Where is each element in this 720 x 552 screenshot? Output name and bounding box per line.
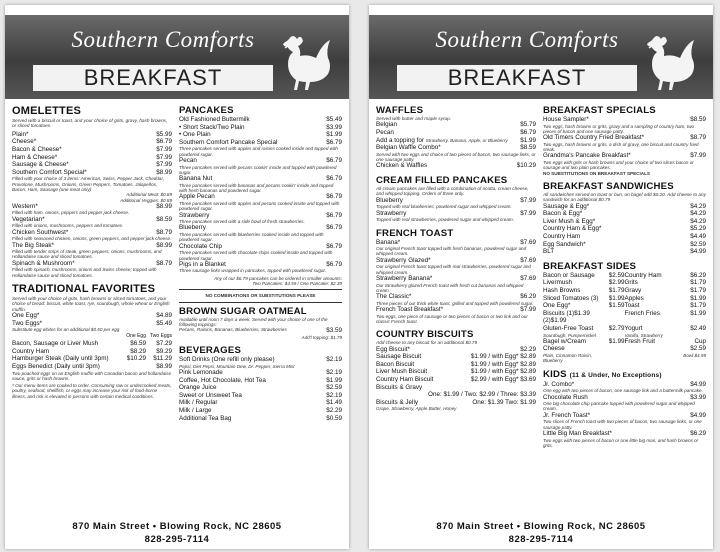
item-desc: Three pancakes served with bananas and pecans cookin' inside and topped with fresh bananas and powdered sugar.: [179, 182, 334, 194]
item-desc: Our original French toast topped with fresh bananas, powdered sugar and whipped cream.: [376, 246, 527, 257]
menu-item: Country Ham Biscuit $2.99 / with Egg* $3.69: [376, 375, 536, 383]
brand-logo: Southern Comforts: [71, 27, 255, 52]
menu-item: • One Plain $1.99: [179, 131, 342, 139]
waffles-heading: WAFFLES: [376, 105, 424, 116]
item-desc: Our original French toast topped with real strawberries, powdered sugar and whipped cream.: [376, 264, 531, 275]
biscuits-note: Add cheese to any biscuit for an additional $0.79: [376, 340, 478, 346]
menu-item: Country Ham & Egg* $5.29: [543, 225, 706, 233]
item-desc: Three pancakes served with apples and pecans cooked inside and topped with powdered sugar.: [179, 200, 340, 212]
menu-item: Western* $8.99: [12, 202, 172, 210]
menu-item: Belgian Waffle Combo* $8.59: [376, 144, 536, 152]
menu-item: Country Ham $4.49: [543, 233, 706, 241]
substitute-note: Substitute egg whites for an additional $0.50 per egg: [12, 327, 120, 333]
item-addon: Additional Meat: $0.89: [126, 192, 172, 198]
menu-item: Sausage Biscuit $1.99 / with Egg* $2.89: [376, 353, 536, 361]
biscuits-gravy-prices: One: $1.99 / Two: $2.99 / Three: $3.39: [428, 391, 536, 399]
menu-item: Blueberry $7.99: [376, 196, 536, 204]
menu-banner: [369, 15, 713, 99]
item-desc: One big chocolate chip pancake topped with powdered sugar and whipped cream.: [543, 401, 695, 412]
pancakes-heading: PANCAKES: [179, 105, 234, 116]
menu-item: Sausage & Cheese* $7.99: [12, 161, 172, 169]
specials-heading: BREAKFAST SPECIALS: [543, 105, 656, 116]
item-desc: Topped with real blueberries, powdered sugar and whipped cream.: [376, 204, 512, 210]
menu-item: Sausage & Egg* $4.29: [543, 202, 706, 210]
item-desc: Filled with onions, mushrooms, peppers and tomatoes.: [12, 223, 124, 229]
menu-item: Southern Comfort Special* $8.99: [12, 168, 172, 176]
menu-item: Little Big Man Breakfast* $6.29: [543, 429, 706, 437]
menu-item: One Egg* $4.89: [12, 312, 172, 320]
menu-item: Grandma's Pancake Breakfast* $7.99: [543, 152, 706, 160]
menu-item: Biscuits & Jelly One: $1.39 Two: $1.99: [376, 398, 536, 406]
menu-item: Egg Sandwich* $2.59: [543, 240, 706, 248]
item-desc: Topped with real strawberries, powdered sugar and whipped cream.: [376, 217, 514, 223]
item-addon: Additional Veggies: $0.89: [120, 197, 172, 203]
item-desc: Filled with spinach, mushrooms, onions and Swiss cheese; topped with Hollandaise sauce and sliced tomatoes.: [12, 267, 157, 278]
item-desc: Our Strawberry glazed French toast with fresh cut bananas and whipped cream.: [376, 282, 524, 293]
omelettes-heading: OMELETTES: [12, 105, 82, 117]
menu-item: Hamburger Steak (Daily until 3pm) $10.29 $11.29: [12, 355, 172, 363]
sides-table: Bacon or Sausage $2.59 Country Ham $6.29 Livermush $2.99 Grits $1.79 Hash Browns $1.79 Gravy $1.79 Sliced Tomatoes (3) $1.99 Apples $1.99 One Egg* $1.59 Toast $1.79 Biscuits (1)$1.39 (2)$1.99 French Fries $1.99 Gluten-Free Toast $2.79 Yogurt $2.49 Sourdough, Pumpernickel Vanilla, Strawberry Bagel w/Cream Cheese $1.99 Fresh Fruit Cup $2.59 Plain, Cinnamon Raisin, Blueberry Bowl $4.99: [543, 271, 706, 364]
sandwiches-note: All sandwiches served on toast or bun, on bagel add $0.20. Add cheese to any sandwich for an additional $0.79: [543, 191, 706, 203]
price-columns-header: One Egg Two Eggs: [126, 332, 172, 339]
right-column-1: [376, 105, 536, 519]
footer-phone: 828-295-7114: [144, 534, 210, 545]
no-substitutions: NO SUBSTITUTIONS ON BREAKFAST SPECIALS: [543, 170, 650, 176]
traditional-heading: TRADITIONAL FAVORITES: [12, 282, 156, 295]
menu-item: Milk / Large $2.29: [179, 406, 342, 414]
menu-item: Sweet or Unsweet Tea $2.19: [179, 391, 342, 399]
french-toast-heading: FRENCH TOAST: [376, 227, 454, 239]
menu-item: Chocolate Rush $3.99: [543, 393, 706, 401]
menu-item: Add a topping for Strawberry, Banana, Apple, or Blueberry $1.99: [376, 136, 536, 144]
item-desc: Two slices of French toast with two pieces of bacon, two sausage links, or one sausage patty.: [543, 419, 702, 430]
menu-item: Orange Juice $2.59: [179, 384, 342, 392]
menu-item: Chicken & Waffles $10.29: [376, 162, 536, 170]
item-desc: Three pancakes served with a side bowl of fresh strawberries.: [179, 219, 305, 225]
menu-item: Spinach & Mushroom* $8.79: [12, 259, 172, 267]
menu-item: Pink Lemonade $2.19: [179, 368, 342, 376]
banner-title: BREAKFAST: [397, 65, 637, 91]
menu-banner: [5, 15, 349, 99]
menu-page-left: [5, 5, 349, 549]
cream-note: All cream pancakes are filled with a combination of ricotta, cream cheese, and whipped topping. Orders of three only.: [376, 185, 529, 197]
menu-item: Ham & Cheese* $7.99: [12, 153, 172, 161]
kids-heading: KIDS (11 & Under, No Exceptions): [543, 368, 662, 380]
item-desc: Three pancakes served with pecans cookin' inside and topped with powdered sugar.: [179, 164, 337, 175]
left-column-1: [12, 105, 172, 519]
item-desc: Two eggs with two pieces of bacon or one little big man, and hash browns or grits.: [543, 437, 699, 448]
item-desc: Pepsi, Diet Pepsi, Mountain Dew, Dr. Pepper, Sierra Mist: [179, 363, 295, 369]
no-substitutions: NO COMBINATIONS OR SUBSTITUTIONS PLEASE: [205, 293, 316, 299]
oatmeal-note: Available until noon 7 days a week. Served with your choice of one of the following toppings:: [179, 316, 328, 327]
item-desc: Two eggs, one piece of sausage or two pieces of bacon or two link and our classic French toast.: [376, 313, 528, 324]
item-desc: Three pancakes served with apples and raisins cooked inside and topped with powdered sugar.: [179, 146, 338, 157]
item-desc: One egg with two pieces of bacon, one sausage link and a buttermilk pancake.: [543, 388, 703, 394]
menu-item: Strawberry Glazed* $7.69: [376, 256, 536, 264]
menu-item: Biscuits & Gravy: [376, 383, 423, 391]
menu-item: Pecan $6.79: [179, 156, 342, 164]
waffles-note: Served with butter and maple syrup.: [376, 116, 452, 121]
rooster-icon: [275, 31, 337, 91]
menu-item: Chicken Southwest* $8.79: [12, 228, 172, 236]
menu-item: Old Timers Country Fried Breakfast* $8.79: [543, 134, 706, 142]
item-desc: Three pancakes served with blueberries cooked inside and topped with powdered sugar.: [179, 232, 324, 243]
menu-item: Banana Nut $6.79: [179, 175, 342, 183]
menu-item: Milk / Regular $1.49: [179, 399, 342, 407]
oatmeal-heading: BROWN SUGAR OATMEAL: [179, 305, 307, 317]
menu-item: Strawberry $7.99: [376, 209, 536, 217]
sides-heading: BREAKFAST SIDES: [543, 260, 637, 272]
item-desc: Grape, Strawberry, Apple Butter, Honey: [376, 406, 457, 412]
menu-item: House Sampler* $8.59: [543, 116, 706, 123]
menu-page-right: [369, 5, 713, 549]
menu-item: • Short Stack/Two Plain $3.99: [179, 123, 342, 131]
menu-item: Strawberry Banana* $7.69: [376, 274, 536, 282]
menu-item: Apple Pecan $6.79: [179, 193, 342, 201]
item-desc: Filled with ham, onions, peppers and pepper jack cheese.: [12, 210, 130, 216]
item-desc: Three pieces of our thick white toast, grilled and topped with powdered sugar.: [376, 300, 534, 306]
cream-pancakes-heading: CREAM FILLED PANCAKES: [376, 174, 508, 186]
brand-logo: Southern Comforts: [435, 27, 619, 52]
rooster-icon: [639, 31, 701, 91]
item-desc: Two poached eggs on an English muffin with Canadian bacon and hollandaise sauce, grits or hash browns.: [12, 370, 172, 381]
menu-item: Country Ham $8.29 $9.29: [12, 347, 172, 355]
item-desc: Two eggs, hash browns or grits, gravy and a sampling of country ham, two pieces of bacon and one sausage patty.: [543, 123, 695, 134]
menu-item: Jr. French Toast* $4.99: [543, 411, 706, 419]
sandwiches-heading: BREAKFAST SANDWICHES: [543, 180, 674, 192]
menu-item: Liver Mush Biscuit $1.99 / with Egg* $2.89: [376, 368, 536, 376]
traditional-note: Served with your choice of grits, hash browns or sliced tomatoes, and your choice of bread: biscuit, white toast, rye, sourdough, whole wheat or English muffin.: [12, 295, 170, 312]
menu-item: Bacon & Cheese* $7.99: [12, 146, 172, 153]
left-column-2: [179, 105, 342, 519]
menu-item: Bacon Biscuit $1.99 / with Egg* $2.89: [376, 360, 536, 368]
food-warning: * Our menu items are cooked to order. Consuming raw or undercooked meats, poultry, seafood, shellfish, or eggs may increase your risk of food-borne illness, and risk is elevated in persons with certain medical conditions.: [12, 383, 172, 399]
menu-item: Egg Biscuit* $2.29: [376, 345, 536, 353]
menu-item: Bacon, Sausage or Liver Mush $6.59 $7.29: [12, 340, 172, 348]
menu-item: Pecan $6.79: [376, 129, 536, 136]
oatmeal-addon: Add'l topping: $1.79: [301, 334, 342, 340]
right-column-2: [543, 105, 706, 519]
banner-title: BREAKFAST: [33, 65, 273, 91]
menu-item: Belgian $5.79: [376, 121, 536, 129]
menu-item: Eggs Benedict (Daily until 3pm) $8.99: [12, 362, 172, 370]
menu-item: The Classic* $6.29: [376, 293, 536, 301]
menu-item: Cheese* $6.79: [12, 138, 172, 146]
menu-item: Additional Tea Bag $0.59: [179, 414, 342, 422]
menu-item: Two Eggs* $5.49: [12, 319, 172, 327]
beverages-heading: BEVERAGES: [179, 345, 242, 357]
omelettes-note: Served with a biscuit or toast, and your choice of grits, gravy, hash browns, or sliced tomatoes.: [12, 118, 168, 129]
menu-item: Bacon & Egg* $4.29: [543, 210, 706, 218]
item-desc: Three pancakes served with chocolate chips cooked inside and topped with powdered sugar.: [179, 250, 333, 261]
item-desc: Two eggs with grits or hash browns and your choice of two slices bacon or sausage and two plain pancakes.: [543, 159, 694, 171]
footer-address: 870 Main Street • Blowing Rock, NC 28605: [436, 521, 646, 532]
menu-item: Jr. Combo* $4.99: [543, 380, 706, 388]
footer-address: 870 Main Street • Blowing Rock, NC 28605: [72, 521, 282, 532]
pancake-note: Any of our $6.79 pancakes can be ordered in smaller amounts:: [214, 275, 342, 281]
menu-item: Southern Comfort Pancake Special $6.79: [179, 138, 342, 146]
menu-item: Blueberry $6.79: [179, 224, 342, 232]
menu-item: BLT $4.99: [543, 248, 706, 256]
footer-phone: 828-295-7114: [508, 534, 574, 545]
menu-item: The Big Steak* $8.99: [12, 241, 172, 249]
item-desc: Filled with seasoned chicken, onions, green peppers, and pepper jack cheese.: [12, 236, 172, 242]
menu-item: Banana* $7.69: [376, 238, 536, 246]
item-desc: Filled with tender strips of steak, green peppers, onions, mushrooms, and Hollandaise sauce and sliced tomatoes.: [12, 249, 162, 260]
menu-item: Pecans, Raisins, Bananas, Blueberries, Strawberries $3.59: [179, 327, 342, 335]
menu-item: Plain* $5.99: [12, 130, 172, 138]
menu-item: Soft Drinks (One refill only please) $2.19: [179, 356, 342, 364]
menu-item: Chocolate Chip $6.79: [179, 242, 342, 250]
item-desc: Filled with your choice of 3 items: American, Swiss, Pepper Jack, Cheddar, Provolone, Mushrooms, Onions, Green Peppers, Tomatoes, Jalapeños, Bacon, Ham, Sausage (one meat only): [12, 176, 164, 192]
biscuits-heading: COUNTRY BISCUITS: [376, 329, 474, 341]
menu-item: Coffee, Hot Chocolate, Hot Tea $1.99: [179, 376, 342, 384]
menu-item: Liver Mush & Egg* $4.29: [543, 217, 706, 225]
pancake-note: Two Pancakes: $4.59 / One Pancake: $2.39: [252, 280, 342, 286]
item-desc: Two eggs, hash browns or grits, a dish of gravy, one biscuit and country fried steak.: [543, 141, 699, 153]
menu-item: Vegetarian* $8.59: [12, 215, 172, 223]
item-desc: Served with two eggs and choice of two pieces of bacon, two sausage links, or one sausage patty.: [376, 151, 536, 163]
menu-item: French Toast Breakfast* $7.99: [376, 306, 536, 314]
menu-item: Pigs in a Blanket $6.79: [179, 260, 342, 268]
menu-item: Old Fashioned Buttermilk $5.49: [179, 116, 342, 123]
menu-item: Strawberry $6.79: [179, 211, 342, 219]
item-desc: Three sausage links wrapped in pancakes, topped with powdered sugar.: [179, 268, 327, 274]
